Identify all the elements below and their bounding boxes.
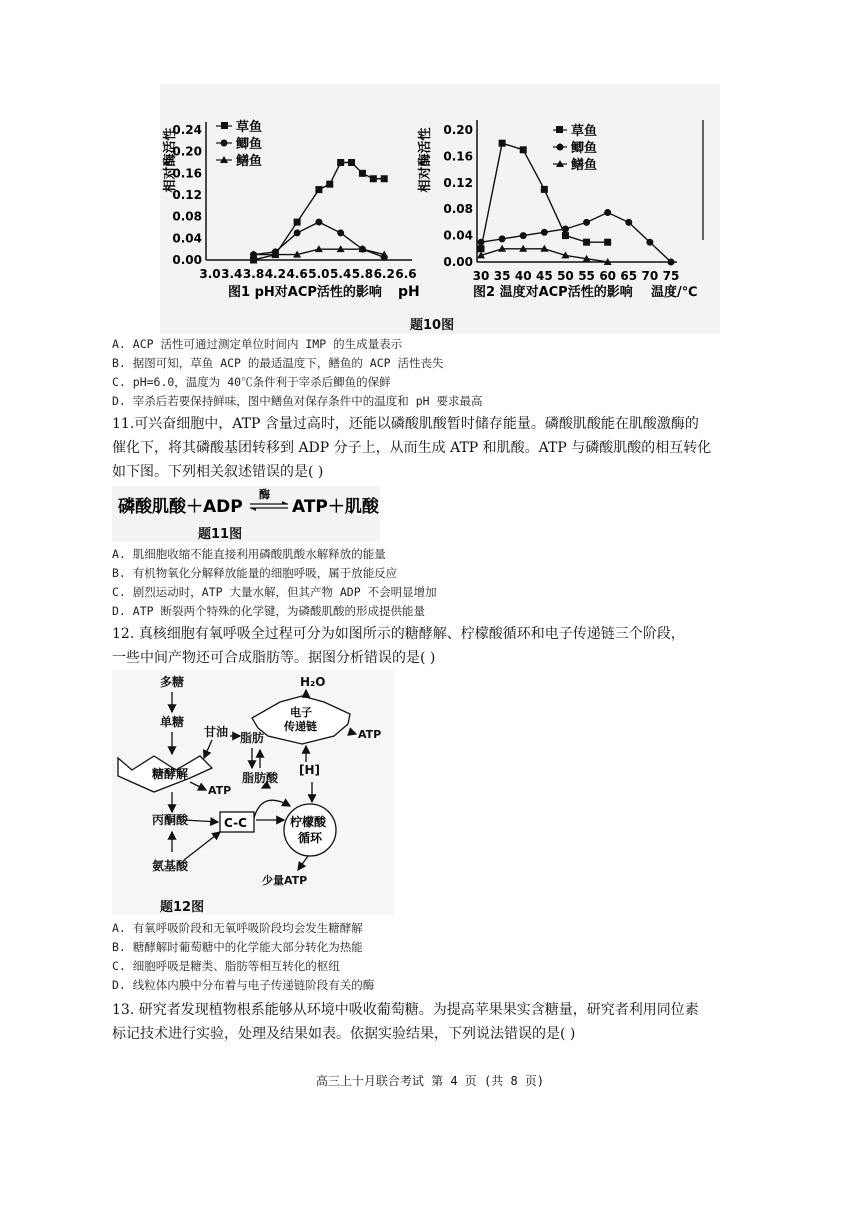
q11-stem <box>112 412 762 484</box>
fig2-xtick-6: 60 <box>599 269 617 283</box>
fig1-xtick-9: 6.6 <box>395 267 417 281</box>
fig1-ylabel: 相对酶活性 <box>163 127 178 193</box>
node-amino-acid: 氨基酸 <box>152 859 189 873</box>
q10-option-b: B. 据图可知，草鱼 ACP 的最适温度下，鳝鱼的 ACP 活性丧失 <box>112 356 444 370</box>
fig2-xtick-0: 30 <box>472 269 490 283</box>
fig2-point-1-4 <box>562 226 569 233</box>
fig1-point-0-7 <box>359 170 366 177</box>
fig1-point-0-3 <box>315 186 322 193</box>
node-etc-line1: 电子 <box>290 706 312 719</box>
fig2-ytick-1: 0.16 <box>443 149 473 164</box>
fig1-x-tick-labels <box>199 267 416 281</box>
fig2-point-0-0 <box>478 245 485 252</box>
q11-eq-left: 磷酸肌酸＋ADP <box>118 497 243 517</box>
fig2-legend-1: 鲫鱼 <box>571 141 598 156</box>
q10-chart-2 <box>415 90 715 305</box>
fig1-point-1-4 <box>337 229 344 236</box>
fig1-ytick-0: 0.24 <box>172 123 202 137</box>
fig2-legend-2: 鳝鱼 <box>571 158 598 173</box>
fig2-xunit: 温度/℃ <box>651 285 698 300</box>
fig1-legend-1: 鲫鱼 <box>236 137 263 152</box>
q11-eq-right: ATP＋肌酸 <box>292 497 379 517</box>
q12-option-c: C. 细胞呼吸是糖类、脂肪等相互转化的枢纽 <box>112 959 340 973</box>
q12-option-d: D. 线粒体内膜中分布着与电子传递链阶段有关的酶 <box>112 978 375 992</box>
fig1-ytick-1: 0.20 <box>172 144 202 159</box>
fig1-point-1-3 <box>315 219 322 226</box>
fig2-xtick-7: 65 <box>620 269 638 283</box>
fig1-xtick-0: 3.0 <box>199 267 221 281</box>
q11-eq-enzyme: 酶 <box>259 488 270 501</box>
node-citric-line2: 循环 <box>298 831 323 845</box>
q11-equation <box>112 484 392 524</box>
node-fat: 脂肪 <box>240 731 265 745</box>
node-fatty-acid: 脂肪酸 <box>242 771 279 785</box>
q13-stem-line-1: 13. 研究者发现植物根系能够从环境中吸收葡萄糖。为提高苹果果实含糖量，研究者利用同位素 <box>112 1002 699 1018</box>
q13-stem-line-2: 标记技术进行实验，处理及结果如表。依据实验结果，下列说法错误的是( ) <box>112 1026 576 1042</box>
q11-stem-line-1: 11.可兴奋细胞中，ATP 含量过高时，还能以磷酸肌酸暂时储存能量。磷酸肌酸能在肌酸激酶的 <box>112 416 699 432</box>
node-citric-line1: 柠檬酸 <box>290 815 327 829</box>
fig1-point-0-6 <box>348 159 355 166</box>
fig2-xtick-3: 45 <box>535 269 553 283</box>
fig2-legend-0: 草鱼 <box>571 124 598 139</box>
fig1-xtick-3: 4.2 <box>264 267 286 281</box>
fig1-xunit: pH <box>398 284 420 300</box>
fig1-series <box>250 159 389 264</box>
fig1-point-0-2 <box>294 219 301 226</box>
node-small-atp: 少量ATP <box>262 874 308 887</box>
q12-option-a: A. 有氧呼吸阶段和无氧呼吸阶段均会发生糖酵解 <box>112 921 363 935</box>
fig2-ytick-4: 0.04 <box>443 228 473 243</box>
fig2-point-0-5 <box>583 239 590 246</box>
fig1-xtick-4: 4.6 <box>286 267 308 281</box>
fig1-point-0-9 <box>381 175 388 182</box>
q12-figure-label: 题12图 <box>160 900 205 915</box>
q10-option-c: C. pH=6.0，温度为 40℃条件利于宰杀后鲫鱼的保鲜 <box>112 375 391 389</box>
node-water: H₂O <box>300 675 326 689</box>
fig2-ytick-0: 0.20 <box>443 123 473 137</box>
fig1-point-0-4 <box>326 181 333 188</box>
node-etc-line2: 传递链 <box>284 720 317 733</box>
q10-figure-label: 题10图 <box>410 318 455 333</box>
q10-option-d: D. 宰杀后若要保持鲜味，图中鳝鱼对保存条件中的温度和 pH 要求最高 <box>112 394 483 408</box>
fig2-point-0-3 <box>541 186 548 193</box>
q13-stem <box>112 998 762 1046</box>
q12-stem-line-2: 一些中间产物还可合成脂肪等。据图分析错误的是( ) <box>112 650 436 666</box>
node-monosaccharide: 单糖 <box>160 715 185 729</box>
fig1-ytick-6: 0.00 <box>172 253 202 267</box>
fig1-ytick-5: 0.04 <box>172 231 202 246</box>
q11-stem-line-2: 催化下，将其磷酸基团转移到 ADP 分子上，从而生成 ATP 和肌酸。ATP 与磷酸肌酸的相互转化 <box>112 440 712 456</box>
node-atp-glycolysis: ATP <box>208 784 232 797</box>
fig1-caption: 图1 pH对ACP活性的影响 <box>228 285 382 300</box>
q12-diagram <box>112 670 397 918</box>
fig2-point-1-1 <box>499 235 506 242</box>
fig2-point-0-6 <box>604 239 611 246</box>
q11-option-d: D. ATP 断裂两个特殊的化学键，为磷酸肌酸的形成提供能量 <box>112 604 425 618</box>
fig2-point-0-4 <box>562 232 569 239</box>
fig2-xtick-9: 75 <box>662 269 680 283</box>
fig2-xtick-1: 35 <box>493 269 511 283</box>
fig2-x-tick-labels <box>473 269 680 283</box>
fig2-point-0-1 <box>499 140 506 147</box>
fig1-point-1-2 <box>294 229 301 236</box>
fig1-point-0-8 <box>370 175 377 182</box>
fig2-point-0-2 <box>520 146 527 153</box>
q11-stem-line-3: 如下图。下列相关叙述错误的是( ) <box>112 464 324 480</box>
fig2-series-line-1 <box>481 213 671 263</box>
q12-stem-line-1: 12. 真核细胞有氧呼吸全过程可分为如图所示的糖酵解、柠檬酸循环和电子传递链三个阶段， <box>112 626 685 642</box>
fig2-point-1-7 <box>625 219 632 226</box>
q11-option-c: C. 剧烈运动时，ATP 大量水解，但其产物 ADP 不会明显增加 <box>112 585 437 599</box>
fig1-xtick-6: 5.4 <box>330 267 352 281</box>
fig1-xtick-5: 5.0 <box>308 267 330 281</box>
fig2-ytick-3: 0.08 <box>443 202 473 217</box>
node-pyruvate: 丙酮酸 <box>152 813 189 827</box>
node-cc: C-C <box>224 816 247 830</box>
fig2-point-1-3 <box>541 229 548 236</box>
node-atp-etc: ATP <box>358 728 382 741</box>
q12-option-b: B. 糖酵解时葡萄糖中的化学能大部分转化为热能 <box>112 940 363 954</box>
fig2-point-1-0 <box>478 239 485 246</box>
fig2-point-1-2 <box>520 232 527 239</box>
fig2-xtick-4: 50 <box>557 269 574 283</box>
fig2-xtick-8: 70 <box>641 269 659 283</box>
q11-figure-label: 题11图 <box>198 527 243 542</box>
fig1-ytick-4: 0.08 <box>172 209 202 224</box>
page-footer: 高三上十月联合考试 第 4 页 (共 8 页) <box>315 1074 545 1088</box>
fig2-point-1-6 <box>604 209 611 216</box>
q12-stem <box>112 622 762 670</box>
fig2-ytick-5: 0.00 <box>443 255 473 269</box>
fig1-ytick-3: 0.12 <box>172 188 202 202</box>
q11-option-a: A. 肌细胞收缩不能直接利用磷酸肌酸水解释放的能量 <box>112 547 386 561</box>
fig2-point-1-8 <box>646 239 653 246</box>
node-h: [H] <box>299 763 321 777</box>
fig2-y-tick-labels <box>443 123 473 269</box>
fig2-ylabel: 相对酶活性 <box>418 127 433 193</box>
fig2-point-1-9 <box>668 259 675 266</box>
fig1-y-tick-labels <box>172 123 202 267</box>
fig1-xtick-2: 3.8 <box>242 267 265 281</box>
fig2-point-1-5 <box>583 219 590 226</box>
node-glycerol: 甘油 <box>204 725 229 739</box>
fig1-legend-0: 草鱼 <box>236 120 263 135</box>
q10-option-a: A. ACP 活性可通过测定单位时间内 IMP 的生成量表示 <box>112 337 403 351</box>
node-glycolysis: 糖酵解 <box>152 767 189 781</box>
fig1-xtick-1: 3.4 <box>221 267 243 281</box>
node-polysaccharide: 多糖 <box>160 675 185 689</box>
q10-chart-1 <box>160 90 430 305</box>
fig1-legend <box>216 119 262 169</box>
fig1-point-0-5 <box>337 159 344 166</box>
fig2-xtick-2: 40 <box>514 269 532 283</box>
fig2-ytick-2: 0.12 <box>443 175 473 190</box>
fig2-xtick-5: 55 <box>578 269 595 283</box>
fig2-caption: 图2 温度对ACP活性的影响 <box>473 285 633 300</box>
q11-option-b: B. 有机物氧化分解释放能量的细胞呼吸，属于放能反应 <box>112 566 398 580</box>
fig1-ytick-2: 0.16 <box>172 166 202 181</box>
fig2-legend <box>553 123 597 173</box>
fig1-xtick-8: 6.2 <box>373 267 395 281</box>
fig1-xtick-7: 5.8 <box>351 267 374 281</box>
fig1-legend-2: 鳝鱼 <box>236 154 263 169</box>
